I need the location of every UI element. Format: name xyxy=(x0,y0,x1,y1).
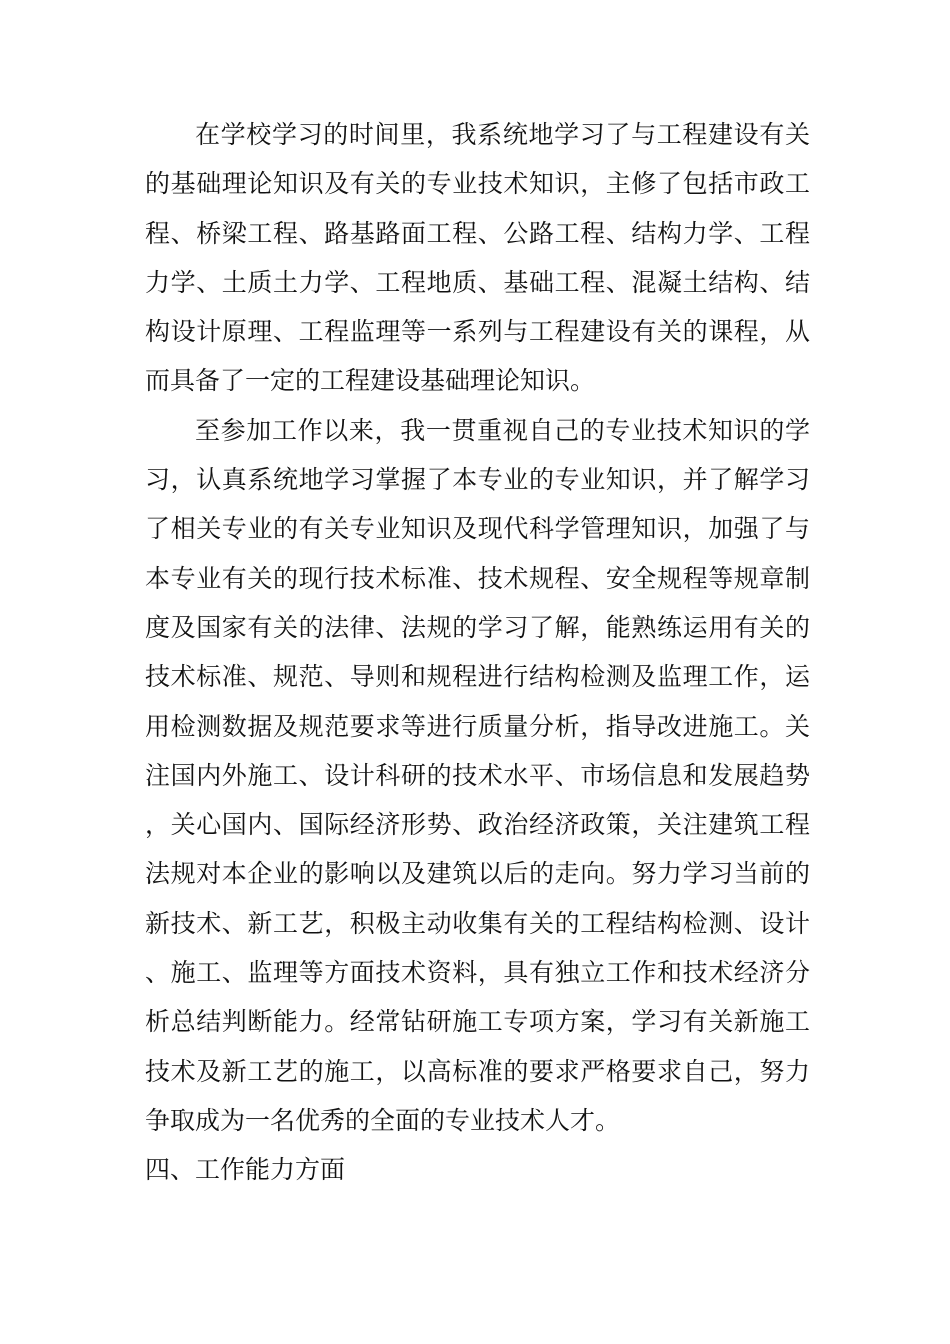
section-heading-work-ability: 四、工作能力方面 xyxy=(145,1155,346,1185)
paragraph-work-learning: 至参加工作以来，我一贯重视自己的专业技术知识的学习，认真系统地学习掌握了本专业的专业知识，并了解学习了相关专业的有关专业知识及现代科学管理知识，加强了与本专业有关的现行技术标准、技术规程、安全规程等规章制度及国家有关的法律、法规的学习了解，能熟练运用有关的技术标准、规范、导则和规程进行结构检测及监理工作，运用检测数据及规范要求等进行质量分析，指导改进施工。关注国内外施工、设计科研的技术水平、市场信息和发展趋势，关心国内、国际经济形势、政治经济政策，关注建筑工程法规对本企业的影响以及建筑以后的走向。努力学习当前的新技术、新工艺，积极主动收集有关的工程结构检测、设计、施工、监理等方面技术资料，具有独立工作和技术经济分析总结判断能力。经常钻研施工专项方案，学习有关新施工技术及新工艺的施工，以高标准的要求严格要求自己，努力争取成为一名优秀的全面的专业技术人才。 xyxy=(145,415,810,1135)
paragraph-study: 在学校学习的时间里，我系统地学习了与工程建设有关的基础理论知识及有关的专业技术知识，主修了包括市政工程、桥梁工程、路基路面工程、公路工程、结构力学、工程力学、土质土力学、工程地质、基础工程、混凝土结构、结构设计原理、工程监理等一系列与工程建设有关的课程，从而具备了一定的工程建设基础理论知识。 xyxy=(145,120,810,396)
document-body xyxy=(145,110,810,1195)
